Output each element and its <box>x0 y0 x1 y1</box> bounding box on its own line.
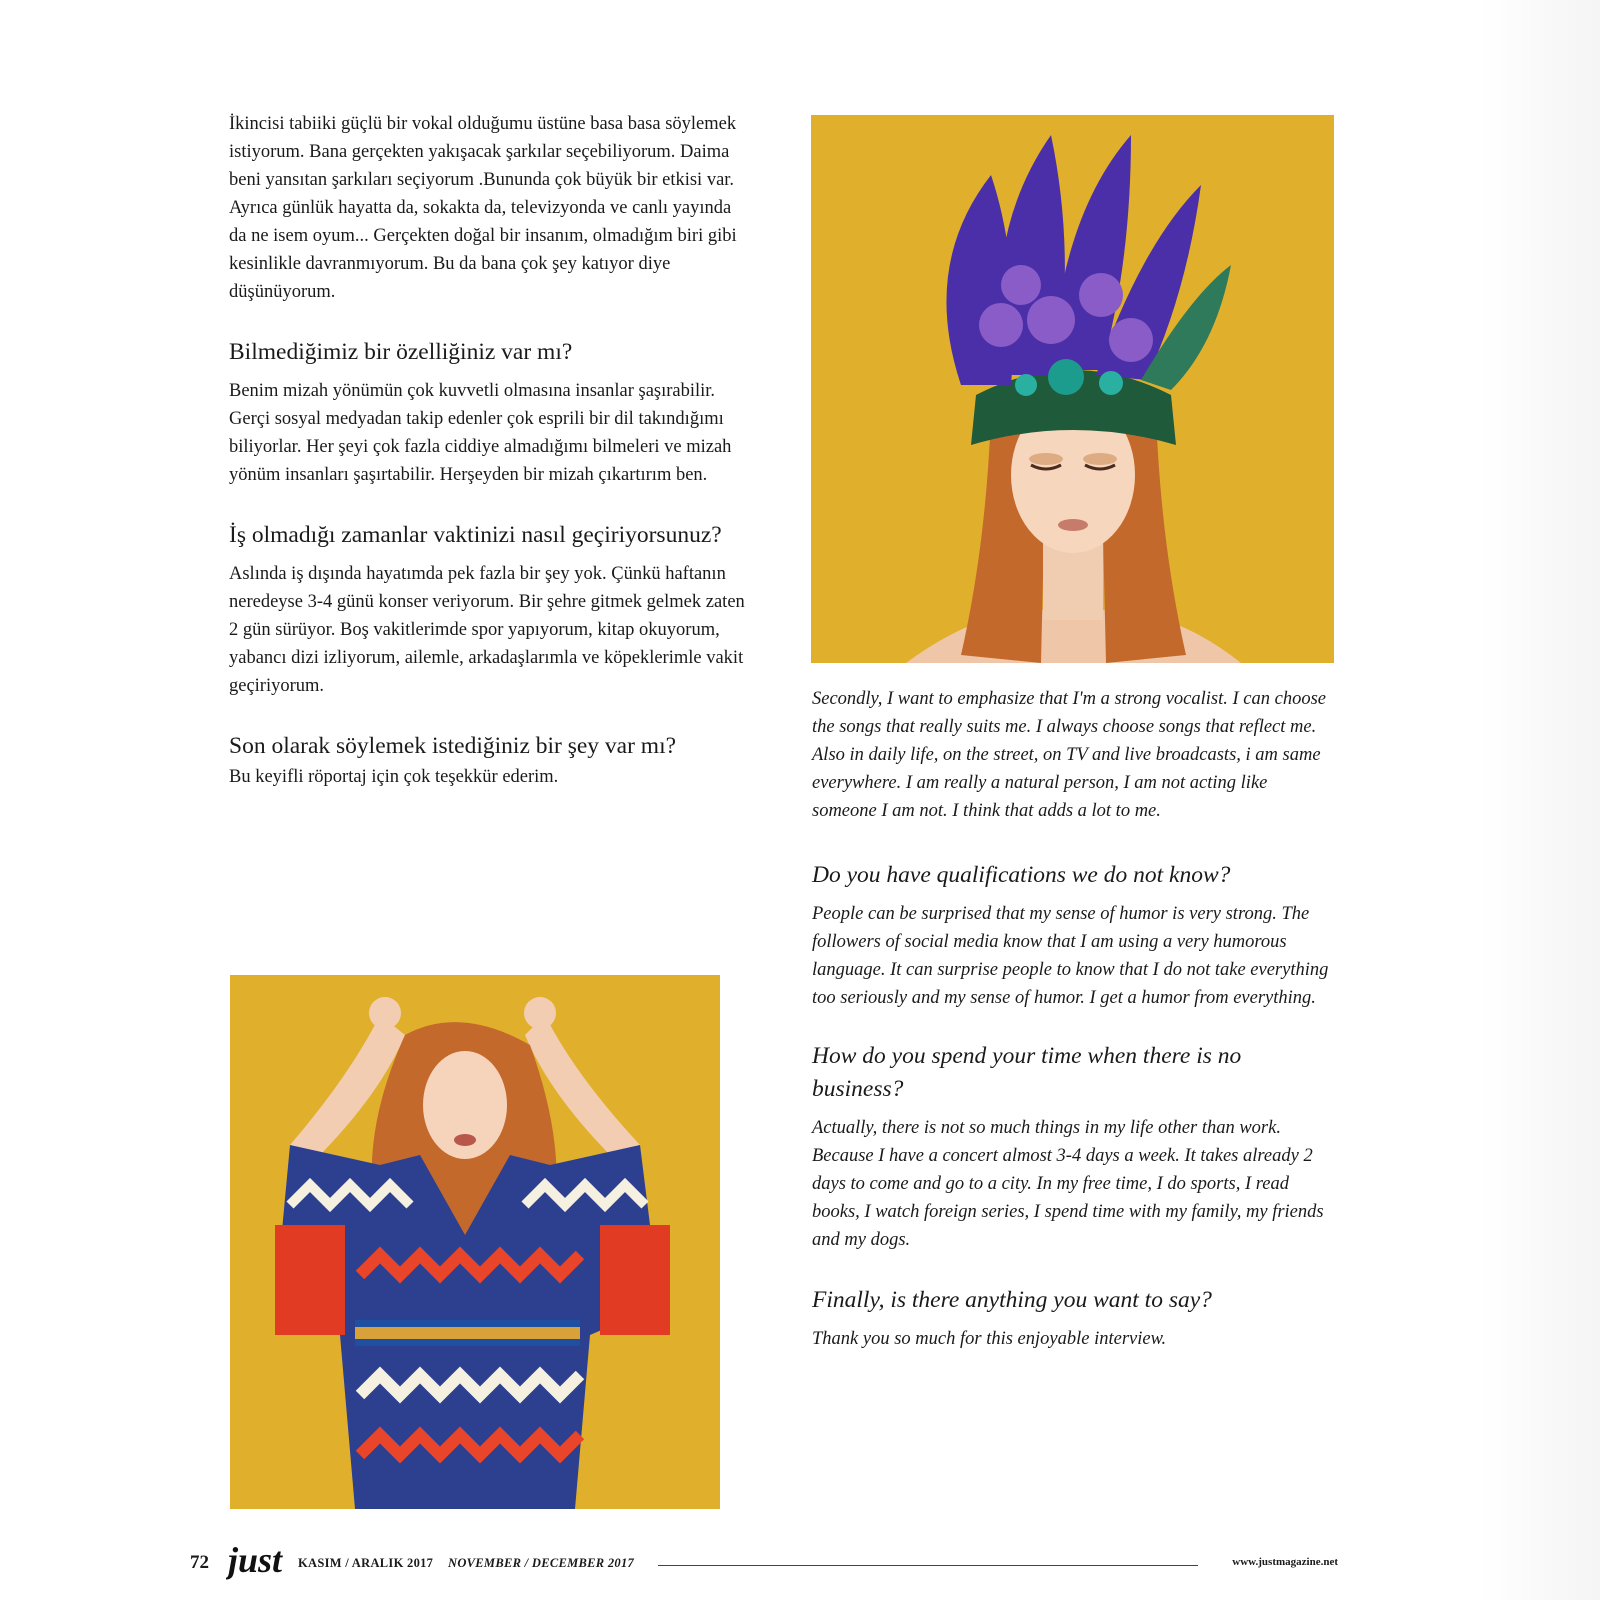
patterned-outfit-photo <box>230 975 720 1509</box>
turkish-question-2: İş olmadığı zamanlar vaktinizi nasıl geçiriyorsunuz? <box>229 522 722 548</box>
just-logo-text: just <box>228 1540 283 1580</box>
english-question-3: Finally, is there anything you want to say? <box>812 1287 1212 1313</box>
turkish-intro-paragraph: İkincisi tabiiki güçlü bir vokal olduğumu üstüne basa basa söylemek istiyorum. Bana gerçekten yakışacak şarkılar seçebiliyorum. Daima beni yansıtan şarkıları seçiyorum .Bununda çok büyük bir etkisi var. Ayrıca günlük hayatta da, sokakta da, televizyonda ve canlı yayında da ne isem oyum... Gerçekten doğal bir insanım, olmadığım biri gibi kesinlikle davranmıyorum. Bu da bana çok şey katıyor diye düşünüyorum. <box>229 114 737 302</box>
page-footer <box>190 1540 1338 1588</box>
footer-divider <box>658 1565 1198 1566</box>
turkish-answer-1: Benim mizah yönümün çok kuvvetli olmasına insanlar şaşırabilir. Gerçi sosyal medyadan takip edenler çok esprili bir dil takındığımı biliyorlar. Her şeyi çok fazla ciddiye almadığımı bilmeleri ve mizah yönüm insanları şaşırtabilir. Herşeyden bir mizah çıkartırım ben. <box>229 381 732 485</box>
english-question-1: Do you have qualifications we do not know? <box>812 862 1231 888</box>
website-url: www.justmagazine.net <box>1232 1556 1338 1568</box>
turkish-answer-2: Aslında iş dışında hayatımda pek fazla bir şey yok. Çünkü haftanın neredeyse 3-4 günü konser veriyorum. Bir şehre gitmek gelmek zaten 2 gün sürüyor. Boş vakitlerimde spor yapıyorum, kitap okuyorum, yabancı dizi izliyorum, ailemle, arkadaşlarımla ve köpeklerimle vakit geçiriyorum. <box>229 564 745 696</box>
issue-date-english: NOVEMBER / DECEMBER 2017 <box>448 1556 635 1570</box>
english-answer-2: Actually, there is not so much things in my life other than work. Because I have a concert almost 3-4 days a week. It takes already 2 days to come and go to a city. In my free time, I do sports, I read books, I watch foreign series, I spend time with my family, my friends and my dogs. <box>812 1118 1324 1250</box>
turkish-answer-3: Bu keyifli röportaj için çok teşekkür ederim. <box>229 767 559 787</box>
english-intro-paragraph: Secondly, I want to emphasize that I'm a strong vocalist. I can choose the songs that really suits me. I always choose songs that reflect me. Also in daily life, on the street, on TV and live broadcasts, i am same everywhere. I am really a natural person, I am not acting like someone I am not. I think that adds a lot to me. <box>812 689 1326 821</box>
headdress-portrait-photo <box>811 115 1334 663</box>
turkish-question-1: Bilmediğimiz bir özelliğiniz var mı? <box>229 339 573 365</box>
english-question-2: How do you spend your time when there is no business? <box>812 1043 1242 1102</box>
english-column <box>812 685 1332 1353</box>
just-logo <box>226 1538 294 1586</box>
english-answer-3: Thank you so much for this enjoyable interview. <box>812 1329 1167 1349</box>
page-number: 72 <box>190 1552 209 1573</box>
page-edge-shadow <box>1480 0 1600 1600</box>
headdress-portrait-illustration <box>811 115 1334 663</box>
patterned-outfit-illustration <box>230 975 720 1509</box>
turkish-column <box>229 110 749 791</box>
turkish-question-3: Son olarak söylemek istediğiniz bir şey var mı? <box>229 733 677 759</box>
english-answer-1: People can be surprised that my sense of humor is very strong. The followers of social media know that I am using a very humorous language. It can surprise people to know that I do not take everything too seriously and my sense of humor. I get a humor from everything. <box>812 904 1329 1008</box>
issue-date-turkish: KASIM / ARALIK 2017 <box>298 1556 434 1570</box>
